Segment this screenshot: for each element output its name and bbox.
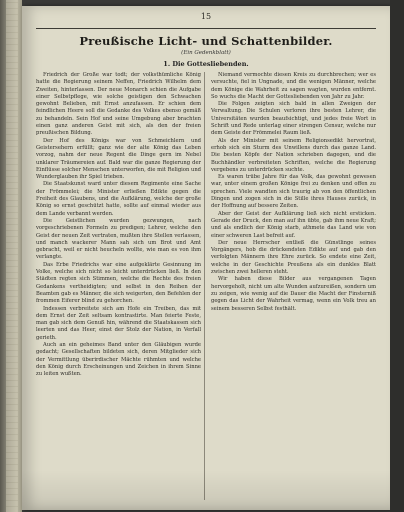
paragraph: Indessen verbreitete sich am Hofe ein Treiben, das mit dem Ernst der Zeit seltsam kontrastirte. Man feierte Feste, man gab sich dem Genuß hin, während die Staatskassen sich leerten und das Heer, einst der Stolz der Nation, in Verfall gerieth. bbox=[36, 305, 201, 341]
column-divider bbox=[204, 72, 205, 500]
paragraph: Die Geistlichen wurden gezwungen, nach vorgeschriebenen Formeln zu predigen; Lehrer, welche den Geist der neuen Zeit vertraten, mußten ihre Stellen verlassen, und manch wackerer Mann sah sich um Brot und Amt gebracht, weil er nicht heucheln wollte, wie man es von ihm verlangte. bbox=[36, 217, 201, 261]
text-column-left bbox=[36, 72, 201, 500]
paragraph: Der neue Herrscher entließ die Günstlinge seines Vorgängers, hob die drückendsten Edikte auf und gab den verfolgten Männern ihre Ehre zurück. So endete eine Zeit, welche in der Geschichte Preußens als ein dunkles Blatt zwischen zwei helleren steht. bbox=[211, 239, 376, 276]
paragraph: Der Hof des Königs war von Schmeichlern und Geistersehern erfüllt; ganz wie der alte König das Leben vorzog, nahm der neue Regent die Dinge gern im Nebel unklarer Träumereien auf. Bald war die ganze Regierung der Einflüsse solcher Menschen unterworfen, die mit Religion und Wunderglauben ihr Spiel trieben. bbox=[36, 137, 201, 181]
paragraph: Wir haben diese Bilder aus vergangenen Tagen hervorgeholt, nicht um alte Wunden aufzureißen, sondern um zu zeigen, wie wenig auf die Dauer die Macht der Finsterniß gegen das Licht der Wahrheit vermag, wenn ein Volk treu an seinem besseren Selbst festhält. bbox=[211, 276, 376, 312]
paragraph: Niemand vermochte diesen Kreis zu durchbrechen; wer es versuchte, fiel in Ungnade, und die wenigen Männer, welche dem Könige die Wahrheit zu sagen wagten, wurden entfernt. So wuchs die Macht der Gottesliebenden von Jahr zu Jahr. bbox=[211, 72, 376, 100]
paragraph: Friedrich der Große war todt; der volksthümliche König hatte die Regierung seinem Neffen, Friedrich Wilhelm dem Zweiten, hinterlassen. Der neue Monarch schien die Aufgabe einer Selbstpflege, wie solche geistigen den Schwachen gewohnt Belieben, mit Ernst anzufassen. Er schien dem feindlichen Heere soll die Gedanke des Volkes ebenso gemäß zu behandeln. Sein Hof und seine Umgebung aber brachten einen ganz anderen Geist mit sich, als den der freien preußischen Bildung. bbox=[36, 72, 201, 137]
paragraph: Das Erbe Friedrichs war eine aufgeklärte Gesinnung im Volke, welche sich nicht so leicht unterdrücken ließ. In den Städten regten sich Stimmen, welche die Rechte des freien Gedankens vertheidigten; und selbst in den Reihen der Beamten gab es Männer, die sich weigerten, den Befehlen der frommen Eiferer blind zu gehorchen. bbox=[36, 261, 201, 305]
header-rule bbox=[36, 28, 376, 29]
article-subtitle: (Ein Gedenkblatt) bbox=[181, 50, 231, 56]
paragraph: Es waren trübe Jahre für das Volk, das gewohnt gewesen war, unter einem großen Könige frei zu denken und offen zu sprechen. Viele wandten sich traurig ab von den öffentlichen Dingen und zogen sich in die Stille ihres Hauses zurück, in der Hoffnung auf bessere Zeiten. bbox=[211, 174, 376, 210]
paragraph: Aber der Geist der Aufklärung ließ sich nicht ersticken. Gerade der Druck, den man auf ihn übte, gab ihm neue Kraft; und als endlich der König starb, athmete das Land wie von einer schweren Last befreit auf. bbox=[211, 210, 376, 239]
paragraph: Auch an ein geheimes Band unter den Gläubigen wurde gedacht; Gesellschaften bildeten sich, deren Mitglieder sich der Vermittlung überirdischer Mächte rühmten und welche den König durch Erscheinungen und Zeichen in ihrem Sinne zu leiten wußten. bbox=[36, 341, 201, 378]
paragraph: Als der Minister mit seinem Religionsedikt hervortrat, erhob sich ein Sturm des Unwillens durch das ganze Land. Die besten Köpfe der Nation schrieben dagegen, und die Buchhändler verbreiteten Schriften, welche die Regierung vergebens zu unterdrücken suchte. bbox=[211, 137, 376, 173]
section-heading: 1. Die Gottesliebenden. bbox=[163, 60, 249, 68]
left-page-edge bbox=[6, 0, 18, 512]
paragraph: Die Folgen zeigten sich bald in allen Zweigen der Verwaltung. Die Schulen verloren ihre besten Lehrer, die Universitäten wurden beaufsichtigt, und jedes freie Wort in Schrift und Rede unterlag einer strengen Censur, welche nur dem Geiste der Frömmelei Raum ließ. bbox=[211, 101, 376, 137]
scan-background-edge bbox=[390, 0, 404, 512]
page-number: 15 bbox=[200, 12, 212, 21]
paragraph: Die Staatskunst ward unter diesem Regimente eine Sache der Frömmelei; die Minister erließen Edikte gegen die Freiheit des Glaubens, und die Aufklärung, welche der große König so ernst geschützt hatte, sollte auf einmal wieder aus dem Lande verbannt werden. bbox=[36, 181, 201, 217]
text-column-right bbox=[211, 72, 376, 500]
article-title: Preußische Licht- und Schattenbilder. bbox=[79, 34, 333, 48]
